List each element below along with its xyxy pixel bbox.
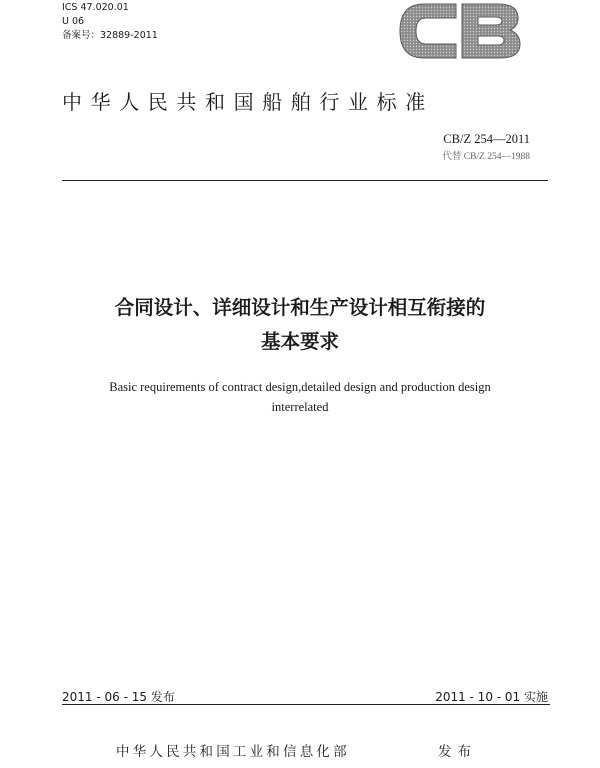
issue-date: 2011 - 06 - 15 发布 xyxy=(62,690,175,704)
filing-number: 备案号：32889-2011 xyxy=(62,30,158,41)
title-cn-line1: 合同设计、详细设计和生产设计相互衔接的 xyxy=(114,296,486,319)
ics-code: ICS 47.020.01 xyxy=(62,2,129,13)
title-en-line1: Basic requirements of contract design,detailed design and production design xyxy=(109,380,491,394)
effective-date: 2011 - 10 - 01 实施 xyxy=(435,690,548,704)
standard-category-title: 中华人民共和国船舶行业标准 xyxy=(62,90,434,114)
replaces-standard: 代替 CB/Z 254—1988 xyxy=(442,152,530,162)
issued-label: 发布 xyxy=(438,744,477,760)
standard-number: CB/Z 254—2011 xyxy=(443,132,530,146)
title-en-line2: interrelated xyxy=(271,400,329,414)
cb-logo xyxy=(394,0,524,62)
issuer-name: 中华人民共和国工业和信息化部 xyxy=(116,744,350,760)
bottom-divider xyxy=(62,704,550,705)
classification-code: U 06 xyxy=(62,16,85,27)
title-cn-line2: 基本要求 xyxy=(260,330,339,353)
top-divider xyxy=(62,180,548,181)
